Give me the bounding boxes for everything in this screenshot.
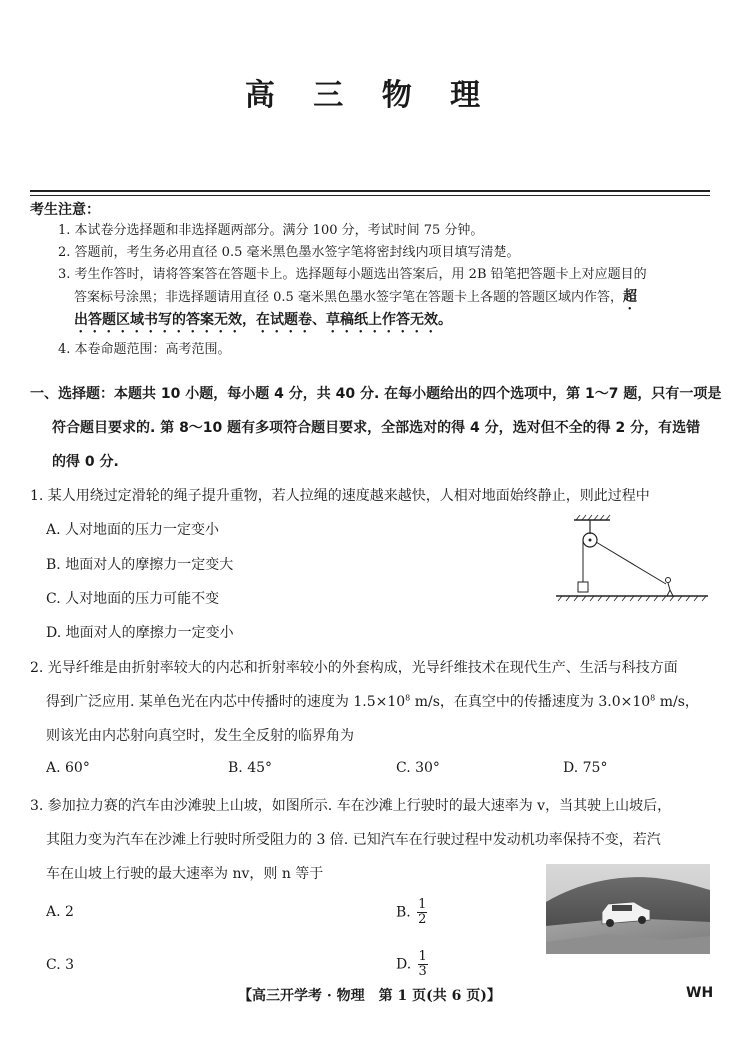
q2-option-a: A. 60°	[46, 760, 90, 776]
notice-item-3: 3. 考生作答时，请将答案答在答题卡上。选择题每小题选出答案后，用 2B 铅笔把答题卡上对应题目的	[58, 267, 647, 282]
q2-stem-2	[46, 691, 699, 711]
header-rule-thin	[30, 195, 710, 196]
q3-option-d-den: 3	[418, 964, 427, 979]
q3-option-b-num: 1	[418, 897, 427, 912]
q3-option-a: A. 2	[46, 904, 74, 920]
q1-option-c: C. 人对地面的压力可能不变	[46, 591, 220, 607]
page-title: 高 三 物 理	[244, 78, 495, 113]
pulley-figure	[552, 512, 712, 607]
q2-stem-2b: m/s，在真空中的传播速度为 3.0×10	[410, 694, 651, 710]
notice-item-3-cont-text: 答案标号涂黑；非选择题请用直径 0.5 毫米黑色墨水签字笔在答题卡上各题的答题区域内作答，	[74, 290, 623, 305]
q2-exp-1: 8	[405, 693, 411, 703]
car-on-slope-photo	[546, 864, 710, 954]
q2-exp-2: 8	[650, 693, 656, 703]
notice-emphasis: 出答题区域书写的答案无效，在试题卷、草稿纸上作答无效。	[74, 312, 452, 328]
q3-option-b-den: 2	[418, 912, 427, 927]
q1-option-d: D. 地面对人的摩擦力一定变小	[46, 625, 234, 641]
notice-item-2: 2. 答题前，考生务必用直径 0.5 毫米黑色墨水签字笔将密封线内项目填写清楚。	[58, 245, 520, 260]
page-footer: 【高三开学考 · 物理 第 1 页(共 6 页)】	[238, 988, 501, 1004]
q3-stem-2: 其阻力变为汽车在沙滩上行驶时所受阻力的 3 倍. 已知汽车在行驶过程中发动机功率保持不变，若汽	[46, 832, 661, 848]
q1-option-b: B. 地面对人的摩擦力一定变大	[46, 557, 234, 573]
notice-item-1: 1. 本试卷分选择题和非选择题两部分。满分 100 分，考试时间 75 分钟。	[58, 223, 484, 238]
q2-stem-3: 则该光由内芯射向真空时，发生全反射的临界角为	[46, 728, 354, 744]
q2-stem-2a: 得到广泛应用. 某单色光在内芯中传播时的速度为 1.5×10	[46, 694, 406, 710]
section1-line2: 符合题目要求的. 第 8～10 题有多项符合题目要求，全部选对的得 4 分，选对但不全的得 2 分，有选错	[52, 420, 701, 436]
q3-option-b-label: B.	[396, 904, 411, 921]
notice-emphasis-start: 超	[622, 289, 637, 305]
q3-stem-1: 3. 参加拉力赛的汽车由沙滩驶上山坡，如图所示. 车在沙滩上行驶时的最大速率为 v，当其驶上山坡后，	[30, 798, 672, 814]
q2-stem-1: 2. 光导纤维是由折射率较大的内芯和折射率较小的外套构成，光导纤维技术在现代生产、生活与科技方面	[30, 660, 678, 676]
q3-stem-3: 车在山坡上行驶的最大速率为 nv，则 n 等于	[46, 866, 324, 882]
q2-option-b: B. 45°	[228, 760, 273, 776]
q3-option-d-fraction	[418, 950, 428, 979]
q3-option-d-num: 1	[418, 949, 427, 964]
q2-stem-2c: m/s，	[655, 694, 699, 710]
q1-stem: 1. 某人用绕过定滑轮的绳子提升重物，若人拉绳的速度越来越快，人相对地面始终静止，则此过程中	[30, 488, 650, 504]
notice-item-4: 4. 本卷命题范围：高考范围。	[58, 342, 231, 357]
q2-option-c: C. 30°	[396, 760, 440, 776]
header-rule-thick	[30, 190, 710, 192]
q3-option-d	[396, 950, 428, 979]
section1-line1: 一、选择题：本题共 10 小题，每小题 4 分，共 40 分. 在每小题给出的四个选项中，第 1～7 题，只有一项是	[30, 386, 722, 402]
section1-line3: 的得 0 分.	[52, 454, 119, 470]
q3-option-b-fraction	[417, 898, 427, 927]
q3-option-b	[396, 898, 427, 927]
q1-option-a: A. 人对地面的压力一定变小	[46, 522, 220, 538]
footer-code: WH	[686, 985, 714, 1001]
q3-option-d-label: D.	[396, 956, 412, 973]
notice-heading: 考生注意：	[30, 202, 100, 218]
q3-option-c: C. 3	[46, 957, 75, 973]
q2-option-d: D. 75°	[563, 760, 608, 776]
